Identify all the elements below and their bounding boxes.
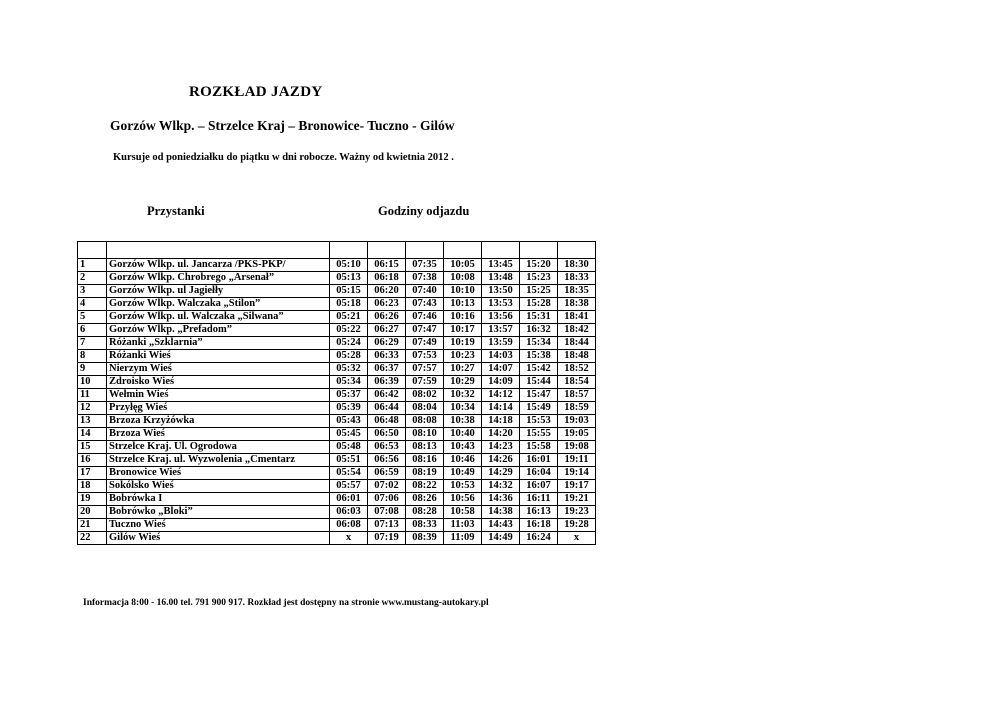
departure-time: 10:46 <box>444 454 482 467</box>
departure-time: 10:43 <box>444 441 482 454</box>
table-row <box>78 519 596 532</box>
stop-number: 20 <box>78 506 107 519</box>
departure-time: 05:22 <box>330 324 368 337</box>
departure-time: 18:35 <box>558 285 596 298</box>
departure-time: 05:28 <box>330 350 368 363</box>
departure-time: 06:27 <box>368 324 406 337</box>
departure-time: 06:15 <box>368 259 406 272</box>
timetable <box>77 241 596 545</box>
spacer-cell <box>444 242 482 259</box>
departure-time: 07:47 <box>406 324 444 337</box>
departure-time: 07:02 <box>368 480 406 493</box>
stop-name: Bronowice Wieś <box>107 467 330 480</box>
departure-time: 16:18 <box>520 519 558 532</box>
stop-number: 11 <box>78 389 107 402</box>
stop-name: Bobrówka I <box>107 493 330 506</box>
departure-time: 14:49 <box>482 532 520 545</box>
table-row <box>78 506 596 519</box>
route-name: Gorzów Wlkp. – Strzelce Kraj – Bronowice- Tuczno - Gilów <box>110 118 455 133</box>
departure-time: 06:33 <box>368 350 406 363</box>
departure-time: 08:13 <box>406 441 444 454</box>
departure-time: 06:50 <box>368 428 406 441</box>
departure-time: 06:03 <box>330 506 368 519</box>
stop-number: 13 <box>78 415 107 428</box>
departure-time: 18:38 <box>558 298 596 311</box>
departure-time: 13:45 <box>482 259 520 272</box>
departure-time: 05:18 <box>330 298 368 311</box>
table-row <box>78 402 596 415</box>
departure-time: 15:42 <box>520 363 558 376</box>
stop-name: Gorzów Wlkp. ul Jagiełły <box>107 285 330 298</box>
departure-time: 16:24 <box>520 532 558 545</box>
departure-time: 13:56 <box>482 311 520 324</box>
departure-time: 07:57 <box>406 363 444 376</box>
spacer-cell <box>330 242 368 259</box>
table-row <box>78 337 596 350</box>
departure-time: 13:57 <box>482 324 520 337</box>
departure-time: 07:46 <box>406 311 444 324</box>
departure-time: 06:29 <box>368 337 406 350</box>
departure-time: 15:31 <box>520 311 558 324</box>
departure-time: 11:09 <box>444 532 482 545</box>
departure-time: 05:13 <box>330 272 368 285</box>
departure-time: 15:55 <box>520 428 558 441</box>
departure-time: 10:05 <box>444 259 482 272</box>
departure-time: 08:08 <box>406 415 444 428</box>
departure-time: 07:13 <box>368 519 406 532</box>
departure-time: 07:08 <box>368 506 406 519</box>
departure-times-heading: Godziny odjazdu <box>378 204 470 218</box>
departure-time: 15:49 <box>520 402 558 415</box>
spacer-cell <box>78 242 107 259</box>
departure-time: 10:10 <box>444 285 482 298</box>
departure-time: 05:15 <box>330 285 368 298</box>
departure-time: 14:23 <box>482 441 520 454</box>
stop-name: Gorzów Wlkp. ul. Walczaka „Silwana” <box>107 311 330 324</box>
departure-time: 10:34 <box>444 402 482 415</box>
departure-time: 14:18 <box>482 415 520 428</box>
departure-time: 05:57 <box>330 480 368 493</box>
departure-time: 15:25 <box>520 285 558 298</box>
stop-number: 1 <box>78 259 107 272</box>
stop-number: 22 <box>78 532 107 545</box>
departure-time: 08:33 <box>406 519 444 532</box>
departure-time: 05:54 <box>330 467 368 480</box>
stop-name: Gorzów Wlkp. „Prefadom” <box>107 324 330 337</box>
stop-number: 17 <box>78 467 107 480</box>
table-row <box>78 480 596 493</box>
departure-time: 10:38 <box>444 415 482 428</box>
spacer-cell <box>368 242 406 259</box>
departure-time: 07:38 <box>406 272 444 285</box>
departure-time: x <box>558 532 596 545</box>
departure-time: 10:53 <box>444 480 482 493</box>
stop-name: Przyłęg Wieś <box>107 402 330 415</box>
departure-time: 14:43 <box>482 519 520 532</box>
stop-name: Tuczno Wieś <box>107 519 330 532</box>
departure-time: 06:48 <box>368 415 406 428</box>
page-title: ROZKŁAD JAZDY <box>189 84 323 100</box>
departure-time: 06:23 <box>368 298 406 311</box>
departure-time: 10:29 <box>444 376 482 389</box>
stop-number: 9 <box>78 363 107 376</box>
stops-column-heading: Przystanki <box>147 204 205 218</box>
stop-name: Wełmin Wieś <box>107 389 330 402</box>
departure-time: 06:56 <box>368 454 406 467</box>
stop-name: Gorzów Wlkp. ul. Jancarza /PKS-PKP/ <box>107 259 330 272</box>
departure-time: 10:40 <box>444 428 482 441</box>
departure-time: 05:45 <box>330 428 368 441</box>
table-row <box>78 428 596 441</box>
spacer-cell <box>558 242 596 259</box>
stop-name: Różanki „Szklarnia” <box>107 337 330 350</box>
table-row <box>78 324 596 337</box>
departure-time: 13:59 <box>482 337 520 350</box>
spacer-cell <box>406 242 444 259</box>
table-row <box>78 272 596 285</box>
departure-time: 15:38 <box>520 350 558 363</box>
departure-time: 05:51 <box>330 454 368 467</box>
departure-time: 06:59 <box>368 467 406 480</box>
departure-time: 10:19 <box>444 337 482 350</box>
stop-number: 8 <box>78 350 107 363</box>
stop-number: 16 <box>78 454 107 467</box>
departure-time: 19:23 <box>558 506 596 519</box>
stop-number: 6 <box>78 324 107 337</box>
departure-time: 05:37 <box>330 389 368 402</box>
spacer-cell <box>107 242 330 259</box>
departure-time: 18:57 <box>558 389 596 402</box>
departure-time: 18:42 <box>558 324 596 337</box>
table-row <box>78 259 596 272</box>
departure-time: 15:47 <box>520 389 558 402</box>
departure-time: 14:32 <box>482 480 520 493</box>
table-row <box>78 285 596 298</box>
stop-number: 10 <box>78 376 107 389</box>
stop-number: 15 <box>78 441 107 454</box>
departure-time: 05:21 <box>330 311 368 324</box>
stop-number: 14 <box>78 428 107 441</box>
stop-name: Sokólsko Wieś <box>107 480 330 493</box>
departure-time: 10:13 <box>444 298 482 311</box>
table-row <box>78 415 596 428</box>
departure-time: 10:32 <box>444 389 482 402</box>
table-row <box>78 493 596 506</box>
departure-time: 15:20 <box>520 259 558 272</box>
departure-time: 15:44 <box>520 376 558 389</box>
stop-name: Brzoza Wieś <box>107 428 330 441</box>
departure-time: 18:48 <box>558 350 596 363</box>
stop-name: Brzoza Krzyżówka <box>107 415 330 428</box>
departure-time: 08:04 <box>406 402 444 415</box>
departure-time: 10:17 <box>444 324 482 337</box>
departure-time: 14:09 <box>482 376 520 389</box>
departure-time: 14:03 <box>482 350 520 363</box>
departure-time: 06:01 <box>330 493 368 506</box>
departure-time: 19:28 <box>558 519 596 532</box>
departure-time: 18:30 <box>558 259 596 272</box>
departure-time: 06:37 <box>368 363 406 376</box>
departure-time: 05:24 <box>330 337 368 350</box>
departure-time: 16:11 <box>520 493 558 506</box>
table-row <box>78 311 596 324</box>
departure-time: 10:49 <box>444 467 482 480</box>
departure-time: 19:21 <box>558 493 596 506</box>
departure-time: 05:43 <box>330 415 368 428</box>
departure-time: 05:39 <box>330 402 368 415</box>
departure-time: 15:58 <box>520 441 558 454</box>
departure-time: 14:07 <box>482 363 520 376</box>
stop-name: Strzelce Kraj. ul. Wyzwolenia „Cmentarz <box>107 454 330 467</box>
table-row <box>78 454 596 467</box>
departure-time: 19:03 <box>558 415 596 428</box>
departure-time: 08:28 <box>406 506 444 519</box>
departure-time: 11:03 <box>444 519 482 532</box>
departure-time: 08:16 <box>406 454 444 467</box>
departure-time: 07:43 <box>406 298 444 311</box>
table-row <box>78 298 596 311</box>
departure-time: 10:27 <box>444 363 482 376</box>
departure-time: 19:14 <box>558 467 596 480</box>
stop-number: 21 <box>78 519 107 532</box>
spacer-cell <box>520 242 558 259</box>
table-row <box>78 441 596 454</box>
departure-time: 07:06 <box>368 493 406 506</box>
stop-name: Gorzów Wlkp. Walczaka „Stilon” <box>107 298 330 311</box>
departure-time: x <box>330 532 368 545</box>
departure-time: 15:34 <box>520 337 558 350</box>
footer-info: Informacja 8:00 - 16.00 tel. 791 900 917. Rozkład jest dostępny na stronie www.mustang-autokary.pl <box>83 598 489 608</box>
stop-number: 5 <box>78 311 107 324</box>
departure-time: 08:19 <box>406 467 444 480</box>
stop-name: Nierzym Wieś <box>107 363 330 376</box>
stop-name: Strzelce Kraj. Ul. Ogrodowa <box>107 441 330 454</box>
stop-name: Różanki Wieś <box>107 350 330 363</box>
stop-number: 7 <box>78 337 107 350</box>
stop-name: Gilów Wieś <box>107 532 330 545</box>
departure-time: 08:26 <box>406 493 444 506</box>
departure-time: 06:20 <box>368 285 406 298</box>
departure-time: 13:50 <box>482 285 520 298</box>
departure-time: 19:08 <box>558 441 596 454</box>
departure-time: 06:39 <box>368 376 406 389</box>
departure-time: 15:23 <box>520 272 558 285</box>
validity-note: Kursuje od poniedziałku do piątku w dni robocze. Ważny od kwietnia 2012 . <box>113 152 454 163</box>
departure-time: 06:44 <box>368 402 406 415</box>
departure-time: 06:26 <box>368 311 406 324</box>
departure-time: 16:01 <box>520 454 558 467</box>
departure-time: 14:14 <box>482 402 520 415</box>
table-header-spacer-row <box>78 242 596 259</box>
stop-number: 18 <box>78 480 107 493</box>
departure-time: 10:16 <box>444 311 482 324</box>
departure-time: 07:35 <box>406 259 444 272</box>
stop-name: Bobrówko „Bloki” <box>107 506 330 519</box>
stop-number: 3 <box>78 285 107 298</box>
table-row <box>78 467 596 480</box>
departure-time: 05:34 <box>330 376 368 389</box>
departure-time: 07:59 <box>406 376 444 389</box>
stop-number: 2 <box>78 272 107 285</box>
departure-time: 08:39 <box>406 532 444 545</box>
departure-time: 14:38 <box>482 506 520 519</box>
table-row <box>78 376 596 389</box>
departure-time: 07:40 <box>406 285 444 298</box>
departure-time: 06:53 <box>368 441 406 454</box>
departure-time: 19:17 <box>558 480 596 493</box>
departure-time: 16:32 <box>520 324 558 337</box>
departure-time: 07:53 <box>406 350 444 363</box>
departure-time: 18:52 <box>558 363 596 376</box>
departure-time: 14:36 <box>482 493 520 506</box>
departure-time: 18:44 <box>558 337 596 350</box>
departure-time: 06:08 <box>330 519 368 532</box>
table-row <box>78 532 596 545</box>
departure-time: 18:33 <box>558 272 596 285</box>
departure-time: 10:58 <box>444 506 482 519</box>
departure-time: 05:48 <box>330 441 368 454</box>
timetable-body <box>78 242 596 545</box>
departure-time: 06:42 <box>368 389 406 402</box>
departure-time: 14:20 <box>482 428 520 441</box>
departure-time: 06:18 <box>368 272 406 285</box>
departure-time: 14:29 <box>482 467 520 480</box>
departure-time: 10:56 <box>444 493 482 506</box>
stop-number: 12 <box>78 402 107 415</box>
table-row <box>78 350 596 363</box>
departure-time: 19:05 <box>558 428 596 441</box>
departure-time: 08:10 <box>406 428 444 441</box>
departure-time: 10:08 <box>444 272 482 285</box>
table-row <box>78 389 596 402</box>
departure-time: 07:19 <box>368 532 406 545</box>
departure-time: 16:13 <box>520 506 558 519</box>
departure-time: 13:48 <box>482 272 520 285</box>
stop-name: Zdroisko Wieś <box>107 376 330 389</box>
departure-time: 05:32 <box>330 363 368 376</box>
stop-number: 19 <box>78 493 107 506</box>
departure-time: 18:54 <box>558 376 596 389</box>
departure-time: 07:49 <box>406 337 444 350</box>
stop-name: Gorzów Wlkp. Chrobrego „Arsenał” <box>107 272 330 285</box>
departure-time: 15:53 <box>520 415 558 428</box>
stop-number: 4 <box>78 298 107 311</box>
departure-time: 18:41 <box>558 311 596 324</box>
departure-time: 15:28 <box>520 298 558 311</box>
departure-time: 10:23 <box>444 350 482 363</box>
departure-time: 19:11 <box>558 454 596 467</box>
departure-time: 08:02 <box>406 389 444 402</box>
departure-time: 16:07 <box>520 480 558 493</box>
table-row <box>78 363 596 376</box>
departure-time: 14:12 <box>482 389 520 402</box>
departure-time: 18:59 <box>558 402 596 415</box>
departure-time: 13:53 <box>482 298 520 311</box>
spacer-cell <box>482 242 520 259</box>
departure-time: 14:26 <box>482 454 520 467</box>
departure-time: 08:22 <box>406 480 444 493</box>
departure-time: 05:10 <box>330 259 368 272</box>
departure-time: 16:04 <box>520 467 558 480</box>
